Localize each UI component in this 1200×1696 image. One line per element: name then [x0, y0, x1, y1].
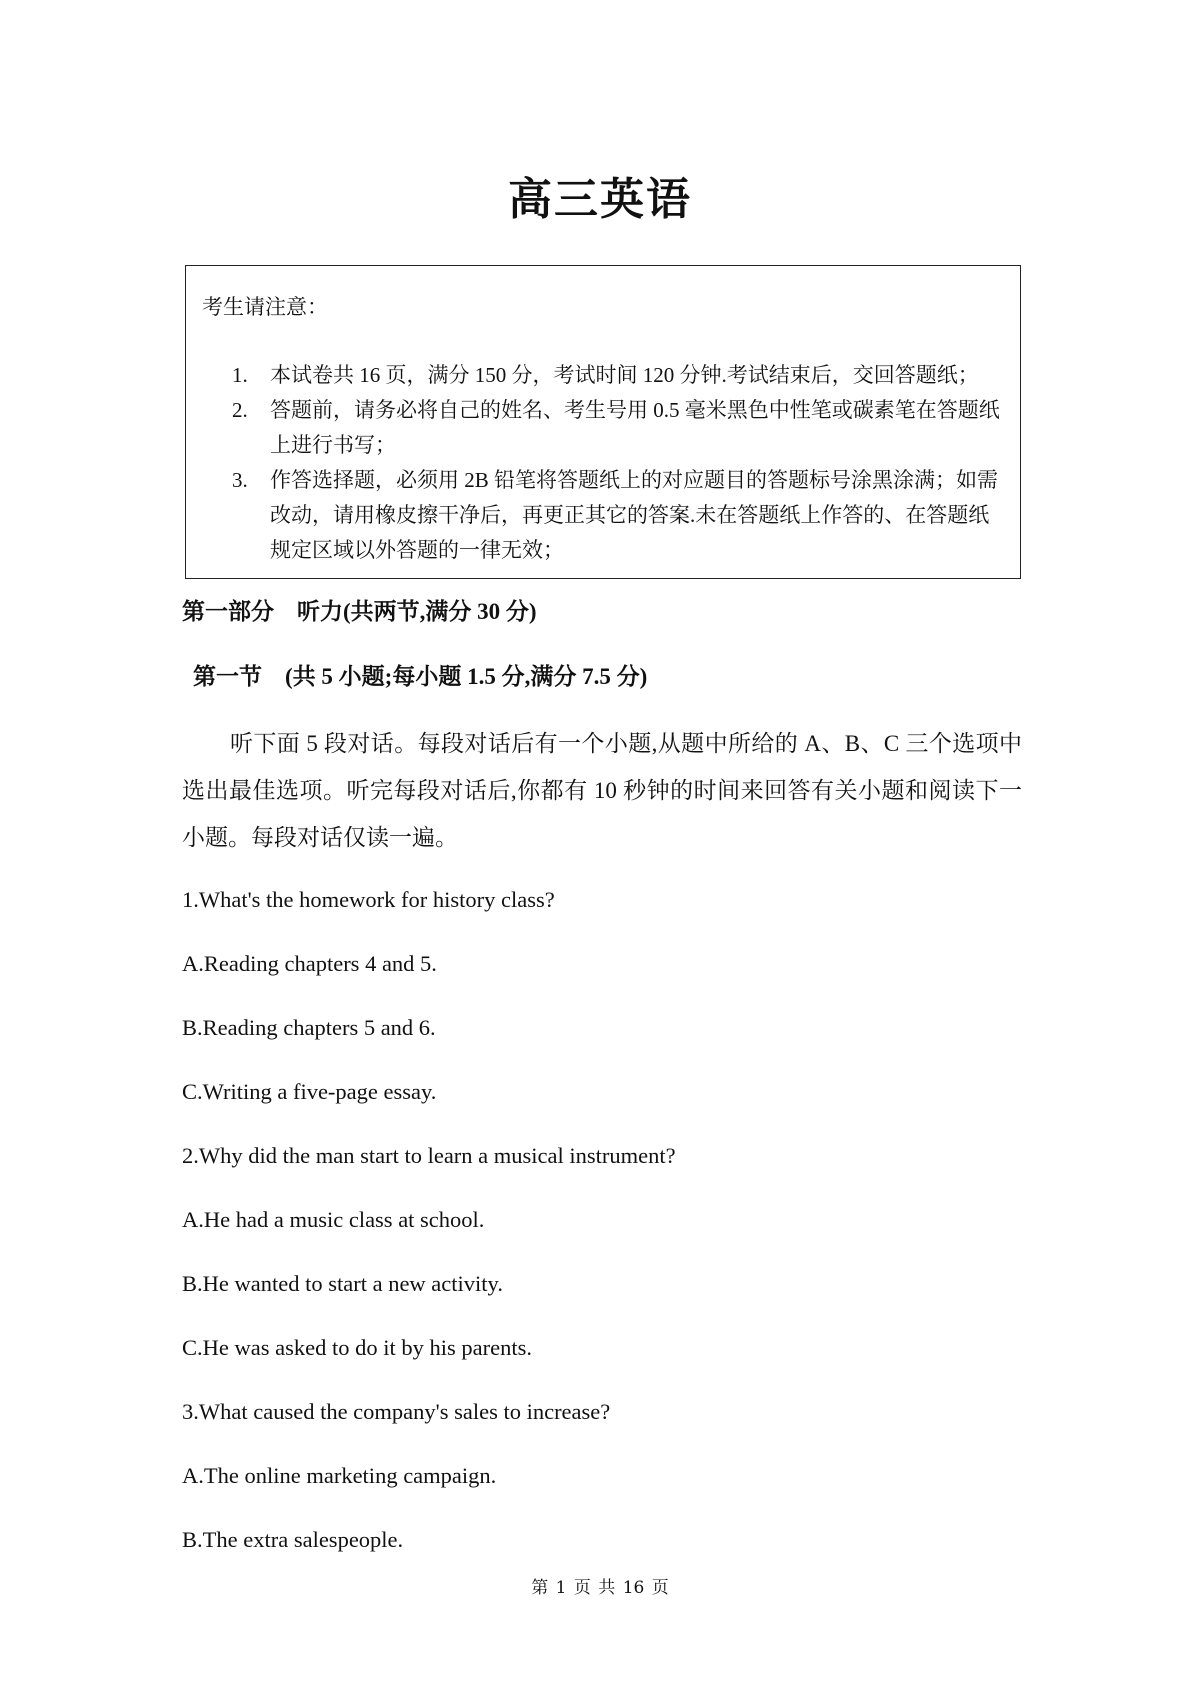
notice-item-text: 本试卷共 16 页，满分 150 分，考试时间 120 分钟.考试结束后，交回答题纸；	[270, 363, 979, 387]
answer-option: C.He was asked to do it by his parents.	[182, 1335, 532, 1360]
notice-item-number: 1.	[232, 363, 248, 387]
part-heading: 第一部分 听力(共两节,满分 30 分)	[182, 599, 537, 624]
notice-item-number: 2.	[232, 398, 248, 422]
answer-option: B.The extra salespeople.	[182, 1527, 404, 1552]
page-title: 高三英语	[508, 175, 692, 224]
notice-box	[185, 265, 1021, 579]
answer-option: A.The online marketing campaign.	[182, 1463, 497, 1488]
answer-option: B.He wanted to start a new activity.	[182, 1271, 503, 1296]
notice-item	[232, 393, 1002, 463]
notice-item	[232, 463, 1002, 568]
section-heading: 第一节 (共 5 小题;每小题 1.5 分,满分 7.5 分)	[193, 664, 648, 689]
notice-item-text: 答题前，请务必将自己的姓名、考生号用 0.5 毫米黑色中性笔或碳素笔在答题纸上进行书写；	[270, 398, 1000, 457]
answer-option: B.Reading chapters 5 and 6.	[182, 1015, 436, 1040]
notice-heading: 考生请注意：	[202, 295, 328, 319]
answer-option: A.Reading chapters 4 and 5.	[182, 951, 437, 976]
notice-item	[232, 358, 1002, 393]
notice-list	[232, 358, 1002, 568]
answer-option: A.He had a music class at school.	[182, 1207, 485, 1232]
page-footer: 第 1 页 共 16 页	[531, 1578, 669, 1598]
notice-item-text: 作答选择题，必须用 2B 铅笔将答题纸上的对应题目的答题标号涂黑涂满；如需改动，请用橡皮擦干净后，再更正其它的答案.未在答题纸上作答的、在答题纸规定区域以外答题的一律无效；	[270, 468, 999, 562]
answer-option: C.Writing a five-page essay.	[182, 1079, 437, 1104]
question-stem: 3.What caused the company's sales to increase?	[182, 1399, 611, 1424]
notice-item-number: 3.	[232, 468, 248, 492]
question-stem: 2.Why did the man start to learn a musical instrument?	[182, 1143, 676, 1168]
question-stem: 1.What's the homework for history class?	[182, 887, 555, 912]
instructions-paragraph: 听下面 5 段对话。每段对话后有一个小题,从题中所给的 A、B、C 三个选项中选出最佳选项。听完每段对话后,你都有 10 秒钟的时间来回答有关小题和阅读下一小题。每段对话仅读一遍。	[182, 731, 1022, 850]
